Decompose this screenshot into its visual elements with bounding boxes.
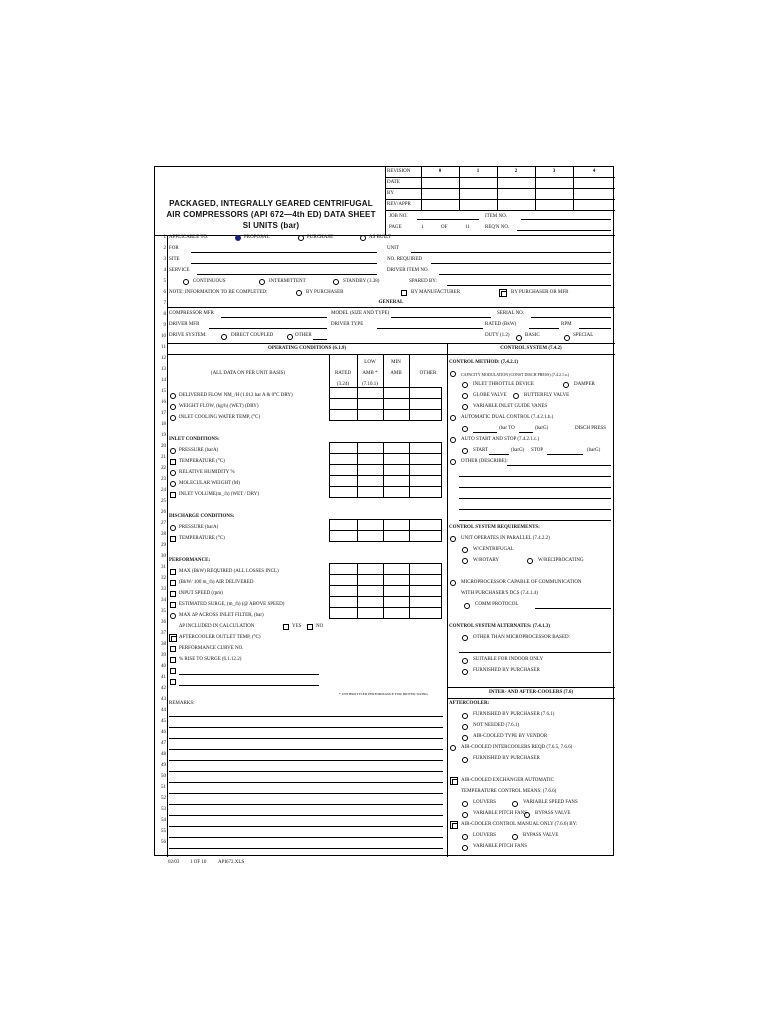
mol-weight-radio[interactable] [170,481,176,487]
w-centrifugal-label: W/CENTRIFUGAL [473,547,514,552]
w-centrifugal-radio[interactable] [462,547,468,553]
col-min-1: MIN [391,360,401,365]
drive-other-radio[interactable] [287,334,293,340]
air-cooled-inter-radio[interactable] [450,745,456,751]
value-cell[interactable] [329,607,358,619]
duty-label: DUTY (1.2) [485,333,510,338]
inlet-conditions-heading: INLET CONDITIONS: [169,437,220,442]
aftercooler-outlet-box[interactable] [169,634,177,642]
row-number: 17 [161,411,166,416]
revision-1: 1 [476,169,480,174]
row-number: 21 [161,455,166,460]
est-surge-box[interactable] [170,602,176,608]
inlet-volume-label: INLET VOLUME(m_/h) (WET / DRY) [179,492,259,497]
value-cell[interactable] [409,530,442,542]
globe-valve-radio[interactable] [462,393,468,399]
as-built-label: AS BUILT [369,235,391,240]
row-number: 22 [161,466,166,471]
max-dp-radio[interactable] [170,613,176,619]
intermittent-label: INTERMITTENT [269,279,306,284]
revision-4: 4 [592,169,596,174]
remarks-line[interactable] [169,782,443,783]
auto-dual-sub-radio[interactable] [462,426,468,432]
col-rated-2: (3.24) [336,382,350,387]
not-needed-label: NOT NEEDED (7.6.1) [473,723,520,728]
other-than-micro-label: OTHER THAN MICROPROCESSOR BASED: [473,635,571,640]
revision-0: 0 [438,169,442,174]
footer-file: API672.XLS [218,860,245,865]
footer-date: 02/03 [168,860,180,865]
air-cooled-exch-box[interactable] [450,777,458,785]
barg-label-1: (barG) [535,426,549,431]
damper-label: DAMPER [574,382,595,387]
furnished-761-radio[interactable] [462,713,468,719]
bkw-100-label: (BkW/ 100 m_/h) AIR DELIVERED [179,580,254,585]
manual-only-box[interactable] [450,821,458,829]
row-number: 28 [161,532,166,537]
rel-humidity-label: RELATIVE HUMIDITY % [179,470,235,475]
barg-label-2: (barG) [511,448,525,453]
row-number: 23 [161,477,166,482]
auto-dual-radio[interactable] [450,415,456,421]
weight-flow-radio[interactable] [170,404,176,410]
var-speed-fans-label: VARIABLE SPEED FANS [523,800,578,805]
row-number: 45 [161,719,166,724]
bkw-100-box[interactable] [170,580,176,586]
comm-protocol-label: COMM PROTOCOL [475,602,519,607]
row-number: 12 [161,356,166,361]
proposal-label: PROPOSAL [244,235,270,240]
max-bkw-box[interactable] [170,569,176,575]
row-number: 19 [161,433,166,438]
value-cell[interactable] [409,486,442,498]
by-purchaser-or-mfr-box[interactable] [499,289,507,297]
row-number: 14 [161,378,166,383]
discharge-temperature-label: TEMPERATURE (°C) [179,536,225,541]
remarks-line[interactable] [169,793,443,794]
weight-flow-label: WEIGHT FLOW, (kg/h) (WET) (DRY) [179,404,259,409]
bar-to-label: (bar TO [499,426,515,431]
w-recip-radio[interactable] [527,558,533,564]
row-number: 26 [161,510,166,515]
page-total: 11 [465,225,470,230]
inlet-temperature-box[interactable] [170,459,176,465]
row-number: 54 [161,818,166,823]
row-number: 34 [161,598,166,603]
air-cooled-exch-label: AIR-COOLED EXCHANGER AUTOMATIC [461,778,554,783]
control-method-heading: CONTROL METHOD: (7.4.2.1) [449,360,519,365]
row-number: 11 [161,345,166,350]
row-number: 2 [163,246,166,251]
driver-type-label: DRIVER TYPE [331,322,364,327]
rel-humidity-radio[interactable] [170,470,176,476]
bypass-valve2-radio[interactable] [512,834,518,840]
col-low-1: LOW [364,360,376,365]
furnished-761-label: FURNISHED BY PURCHASER (7.6.1) [473,712,555,717]
other-than-micro-radio[interactable] [462,635,468,641]
model-label: MODEL (SIZE AND TYPE) [331,311,390,316]
microprocessor-radio[interactable] [450,580,456,586]
row-number: 10 [161,334,166,339]
delivered-flow-radio[interactable] [170,393,176,399]
value-cell[interactable] [383,530,410,542]
rated-bkw-label: RATED (BkW) [485,322,517,327]
inlet-throttle-label: INLET THROTTLE DEVICE [473,382,534,387]
purchase-radio[interactable] [298,235,304,241]
aftercooler-outlet-label: AFTERCOOLER OUTLET TEMP, (°C) [179,635,261,640]
title-line-1: PACKAGED, INTEGRALLY GEARED CENTRIFUGAL [169,199,373,208]
row-number: 42 [161,686,166,691]
perf-curve-label: PERFORMANCE CURVE NO. [179,646,244,651]
row-number: 24 [161,488,166,493]
w-recip-label: W/RECIPROCATING [538,558,584,563]
service-label: SERVICE [169,268,190,273]
csr-heading: CONTROL SYSTEM REQUIREMENTS: [449,525,540,530]
performance-heading: PERFORMANCE: [169,558,211,563]
value-cell[interactable] [383,607,410,619]
remarks-label: REMARKS: [169,701,195,706]
row-number: 4 [163,268,166,273]
row-number: 18 [161,422,166,427]
var-pitch-fans2-label: VARIABLE PITCH FANS [473,844,527,849]
data-sheet [154,166,614,856]
as-built-radio[interactable] [360,235,366,241]
delivered-flow-label: DELIVERED FLOW NM_/H (1.013 bar A & 0°C DRY) [179,393,293,398]
row-number: 43 [161,697,166,702]
bypass-valve-radio[interactable] [524,812,530,818]
est-surge-label: ESTIMATED SURGE, (m_/h) (@ ABOVE SPEED) [179,602,285,607]
auto-start-radio[interactable] [450,437,456,443]
aftercooler-heading: AFTERCOOLER: [449,701,490,706]
furnished-purchaser-label: FURNISHED BY PURCHASER [473,668,540,673]
remarks-line[interactable] [169,826,443,827]
inlet-volume-box[interactable] [170,492,176,498]
air-cooled-vendor-label: AIR-COOLED TYPE BY VENDOR [473,734,548,739]
remarks-line[interactable] [169,716,443,717]
reqn-label: REQ'N NO. [485,225,510,230]
driver-mfr-label: DRIVER MFR [169,322,200,327]
row-number: 27 [161,521,166,526]
suitable-indoor-radio[interactable] [462,658,468,664]
drive-other-label: OTHER [295,333,312,338]
parallel-label: UNIT OPERATES IN PARALLEL (7.4.2.2) [461,536,550,541]
row-number: 46 [161,730,166,735]
inlet-temperature-label: TEMPERATURE (°C) [179,459,225,464]
row-number: 49 [161,763,166,768]
auto-dual-label: AUTOMATIC DUAL CONTROL (7.4.2.1.b.) [461,415,554,420]
driver-item-no-label: DRIVER ITEM NO. [387,268,429,273]
stop-label: STOP [531,448,544,453]
row-number: 39 [161,653,166,658]
comm-protocol-radio[interactable] [464,603,470,609]
value-cell[interactable] [383,486,410,498]
row-number: 20 [161,444,166,449]
all-data-label: (ALL DATA ON PER UNIT BASIS) [210,371,286,376]
col-min-2: AMB [390,371,402,376]
row-number: 25 [161,499,166,504]
row-number: 1 [163,235,166,240]
manual-only-label: AIR-COOLER CONTROL MANUAL ONLY (7.6.6) BY: [461,822,578,827]
row-number: 5 [163,279,166,284]
value-cell[interactable] [329,530,358,542]
disch-press-label: DISCH PRESS [575,426,606,431]
remarks-line[interactable] [169,738,443,739]
microprocessor-label: MICROPROCESSOR CAPABLE OF COMMUNICATION [461,580,582,585]
row-number: 55 [161,829,166,834]
damper-radio[interactable] [563,382,569,388]
capacity-modulation-radio[interactable] [450,371,456,377]
applicable-to-label: APPLICABLE TO: [169,235,209,240]
w-rotary-label: W/ROTARY [473,558,499,563]
row-number: 7 [163,301,166,306]
special-radio[interactable] [564,335,570,341]
perf-curve-box[interactable] [170,646,176,652]
compressor-mfr-label: COMPRESSOR MFR [169,311,214,316]
var-speed-fans-radio[interactable] [512,801,518,807]
start-label: START [473,448,489,453]
drive-system-label: DRIVE SYSTEM: [169,333,207,338]
standby-label: STANDBY (3.38) [343,279,380,284]
purchase-label: PURCHASE [307,235,334,240]
remarks-line[interactable] [169,848,443,849]
row40-box[interactable] [170,668,176,674]
furnished-purch-radio[interactable] [462,757,468,763]
discharge-pressure-radio[interactable] [170,525,176,531]
unit-label: UNIT [387,246,399,251]
spared-by-label: SPARED BY: [409,279,437,284]
row-number: 15 [161,389,166,394]
bypass-valve2-label: BYPASS VALVE [523,833,559,838]
row-number: 32 [161,576,166,581]
furnished-purchaser-radio[interactable] [462,669,468,675]
auto-start-label: AUTO START AND STOP (7.4.2.1.c.) [461,437,540,442]
variable-igv-radio[interactable] [462,404,468,410]
value-cell[interactable] [383,409,410,421]
by-manufacturer-label: BY MANUFACTURER [411,290,461,295]
row-number: 40 [161,664,166,669]
direct-coupled-radio[interactable] [221,334,227,340]
value-cell[interactable] [329,409,358,421]
by-manufacturer-box[interactable] [401,290,407,296]
temp-control-label: TEMPERATURE CONTROL MEANS: (7.6.6) [461,789,557,794]
inter-after-heading: INTER- AND AFTER-COOLERS (7.6) [488,690,574,695]
job-no-label: JOB NO. [389,214,408,219]
rise-to-surge-box[interactable] [170,657,176,663]
serial-no-label: SERIAL NO. [497,311,525,316]
max-dp-label: MAX ΔP ACROSS INLET FILTER, (bar) [179,613,264,618]
footnote-label: * UNTHROTTLED PERFORMANCE FOR DRIVER SIZING [339,692,428,696]
louvers2-label: LOUVERS [473,833,497,838]
louvers-radio[interactable] [462,801,468,807]
not-needed-radio[interactable] [462,724,468,730]
remarks-line[interactable] [169,804,443,805]
value-cell[interactable] [357,607,384,619]
start-radio[interactable] [462,448,468,454]
row-number: 51 [161,785,166,790]
value-cell[interactable] [409,409,442,421]
intermittent-radio[interactable] [259,279,265,285]
row-number: 16 [161,400,166,405]
row-number: 44 [161,708,166,713]
globe-valve-label: GLOBE VALVE [473,393,507,398]
suitable-indoor-label: SUITABLE FOR INDOOR ONLY [473,657,544,662]
dp-yes-box[interactable] [283,624,289,630]
row-number: 48 [161,752,166,757]
discharge-pressure-label: PRESSURE (barA) [179,525,219,530]
footer-sheet: 1 OF 10 [190,860,207,865]
value-cell[interactable] [357,409,384,421]
inlet-throttle-radio[interactable] [462,382,468,388]
remarks-line[interactable] [169,760,443,761]
air-cooled-inter-label: AIR-COOLED INTERCOOLERS REQD (7.6.5, 7.6.6) [461,745,573,750]
row-number: 31 [161,565,166,570]
revision-2: 2 [514,169,518,174]
inlet-pressure-label: PRESSURE (barA) [179,448,219,453]
row-number: 50 [161,774,166,779]
parallel-radio[interactable] [450,536,456,542]
rise-to-surge-label: % RISE TO SURGE (6.1.12.2) [179,657,242,662]
revision-label: REVISION [387,169,411,174]
var-pitch-fans-label: VARIABLE PITCH FANS [473,811,527,816]
row-number: 53 [161,807,166,812]
butterfly-valve-label: BUTTERFLY VALVE [524,393,570,398]
air-cooled-vendor-radio[interactable] [462,735,468,741]
row-number: 47 [161,741,166,746]
by-label: BY [387,191,394,196]
remarks-line[interactable] [169,727,443,728]
inlet-pressure-radio[interactable] [170,448,176,454]
col-other: OTHER [419,371,437,376]
direct-coupled-label: DIRECT COUPLED [231,333,274,338]
dp-yes-label: YES [292,624,302,629]
title-line-2: AIR COMPRESSORS (API 672—4th ED) DATA SHEET [166,210,376,219]
continuous-label: CONTINUOUS [193,279,226,284]
other-describe-radio[interactable] [450,459,456,465]
operating-conditions-heading: OPERATING CONDITIONS (6.1.9) [268,346,346,351]
by-purchaser-or-mfr-label: BY PURCHASER OR MFR [511,290,569,295]
max-bkw-label: MAX (BkW) REQUIRED (ALL LOSSES INCL) [179,569,279,574]
var-pitch-fans2-radio[interactable] [462,845,468,851]
general-heading: GENERAL [378,300,404,305]
by-purchaser-radio[interactable] [296,290,302,296]
inlet-cooling-label: INLET COOLING WATER TEMP, (°C) [179,415,261,420]
value-cell[interactable] [357,486,384,498]
butterfly-valve-radio[interactable] [513,393,519,399]
row-number: 35 [161,609,166,614]
mol-weight-label: MOLECULAR WEIGHT (M) [179,481,240,486]
control-system-heading: CONTROL SYSTEM (7.4.2) [500,346,562,351]
row-number: 3 [163,257,166,262]
furnished-purch-label: FURNISHED BY PURCHASER [473,756,540,761]
discharge-conditions-heading: DISCHARGE CONDITIONS: [169,514,235,519]
row-number: 37 [161,631,166,636]
row-number: 33 [161,587,166,592]
var-pitch-fans-radio[interactable] [462,812,468,818]
dp-no-label: NO [316,624,324,629]
row-number: 52 [161,796,166,801]
w-rotary-radio[interactable] [462,558,468,564]
no-required-label: NO. REQUIRED [387,257,422,262]
remarks-line[interactable] [169,837,443,838]
page-label: PAGE [389,225,402,230]
col-low-3: (7.10.1) [362,382,378,387]
row-number: 29 [161,543,166,548]
row-number: 6 [163,290,166,295]
basic-radio[interactable] [516,335,522,341]
with-dcs-label: WITH PURCHASER'S DCS (7.4.1.4) [461,591,538,596]
rpm-label: RPM [561,322,572,327]
barg-label-3: (barG) [587,448,601,453]
special-label: SPECIAL [573,333,594,338]
row-number: 9 [163,323,166,328]
dp-no-box[interactable] [307,624,313,630]
rev-appr-label: REV/APPR [387,202,411,207]
bypass-valve-label: BYPASS VALVE [535,811,571,816]
remarks-line[interactable] [169,749,443,750]
continuous-radio[interactable] [183,279,189,285]
row-number: 30 [161,554,166,559]
csa-heading: CONTROL SYSTEM ALTERNATES: (7.4.1.3) [449,624,550,629]
site-label: SITE [169,257,180,262]
dp-included-label: ΔP INCLUDED IN CALCULATION [179,624,255,629]
for-label: FOR [169,246,179,251]
note-label: NOTE: INFORMATION TO BE COMPLETED: [169,290,268,295]
inlet-cooling-radio[interactable] [170,415,176,421]
date-label: DATE [387,180,400,185]
by-purchaser-label: BY PURCHASER [306,290,344,295]
col-rated-1: RATED [334,371,352,376]
standby-radio[interactable] [333,279,339,285]
basic-label: BASIC [525,333,540,338]
row41-box[interactable] [170,679,176,685]
row-number: 13 [161,367,166,372]
col-low-2: AMB * [362,371,378,376]
other-describe-label: OTHER (DESCRIBE): [461,459,508,464]
value-cell[interactable] [357,530,384,542]
title-line-3: SI UNITS (bar) [242,221,300,230]
value-cell[interactable] [329,486,358,498]
remarks-line[interactable] [169,815,443,816]
louvers2-radio[interactable] [462,834,468,840]
remarks-line[interactable] [169,771,443,772]
proposal-radio[interactable] [235,235,241,241]
capacity-modulation-label: CAPACITY MODULATION (CONST DISCH PRESS) (7.4.2.1.a.) [461,372,570,377]
louvers-label: LOUVERS [473,800,497,805]
row-number: 38 [161,642,166,647]
row-number: 41 [161,675,166,680]
item-no-label: ITEM NO. [485,214,507,219]
discharge-temperature-box[interactable] [170,536,176,542]
row-number: 36 [161,620,166,625]
value-cell[interactable] [409,607,442,619]
row-number: 56 [161,840,166,845]
row-number: 8 [163,312,166,317]
revision-3: 3 [552,169,556,174]
input-speed-label: INPUT SPEED (rpm) [179,591,223,596]
page-number: 1 [421,225,424,230]
variable-igv-label: VARIABLE INLET GUIDE VANES [473,404,548,409]
of-label: OF [441,225,448,230]
input-speed-box[interactable] [170,591,176,597]
